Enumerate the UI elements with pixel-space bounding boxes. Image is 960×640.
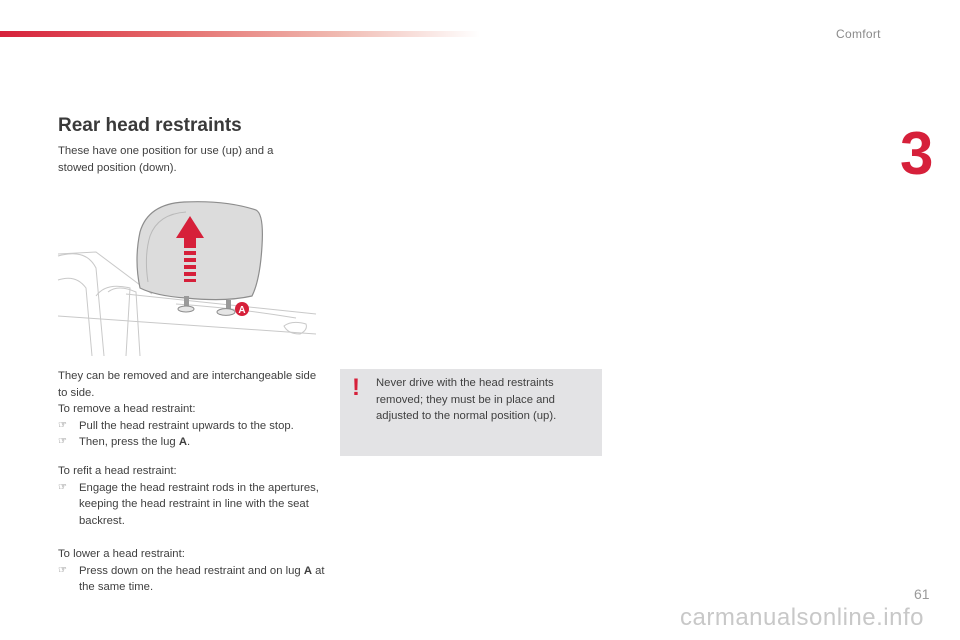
remove-instructions [58,368,326,451]
remove-line-1: They can be removed and are interchangeable side to side. [58,370,317,399]
watermark: carmanualsonline.info [680,604,924,631]
list-item: ☞ Pull the head restraint upwards to the stop. [58,418,326,435]
svg-text:A: A [238,305,246,316]
lower-line-1: To lower a head restraint: [58,548,185,560]
bullet-hand-icon: ☞ [58,564,67,576]
intro-paragraph: These have one position for use (up) and a stowed position (down). [58,145,274,174]
refit-instructions [58,463,326,529]
callout-a [235,302,249,316]
list-item: ☞ Then, press the lug A. [58,434,326,451]
remove-line-2: To remove a head restraint: [58,403,196,415]
page-title: Rear head restraints [58,115,242,136]
list-item: ☞ Engage the head restraint rods in the apertures, keeping the head restraint in line with the seat backrest. [58,481,319,527]
lower-instructions [58,546,326,596]
headrest-illustration [56,196,322,360]
bullet-hand-icon: ☞ [58,481,67,493]
list-item: ☞ Press down on the head restraint and on lug A at the same time. [58,564,325,593]
page-number: 61 [914,586,930,602]
bullet-hand-icon: ☞ [58,419,67,431]
refit-line-1: To refit a head restraint: [58,465,177,477]
header-accent-bar [0,31,480,37]
warning-box [340,369,602,456]
warning-icon: ! [352,374,360,401]
section-label: Comfort [836,27,881,41]
bullet-hand-icon: ☞ [58,436,67,447]
warning-text: Never drive with the head restraints removed; they must be in place and adjusted to the normal position (up). [376,377,557,422]
chapter-number: 3 [900,120,934,187]
